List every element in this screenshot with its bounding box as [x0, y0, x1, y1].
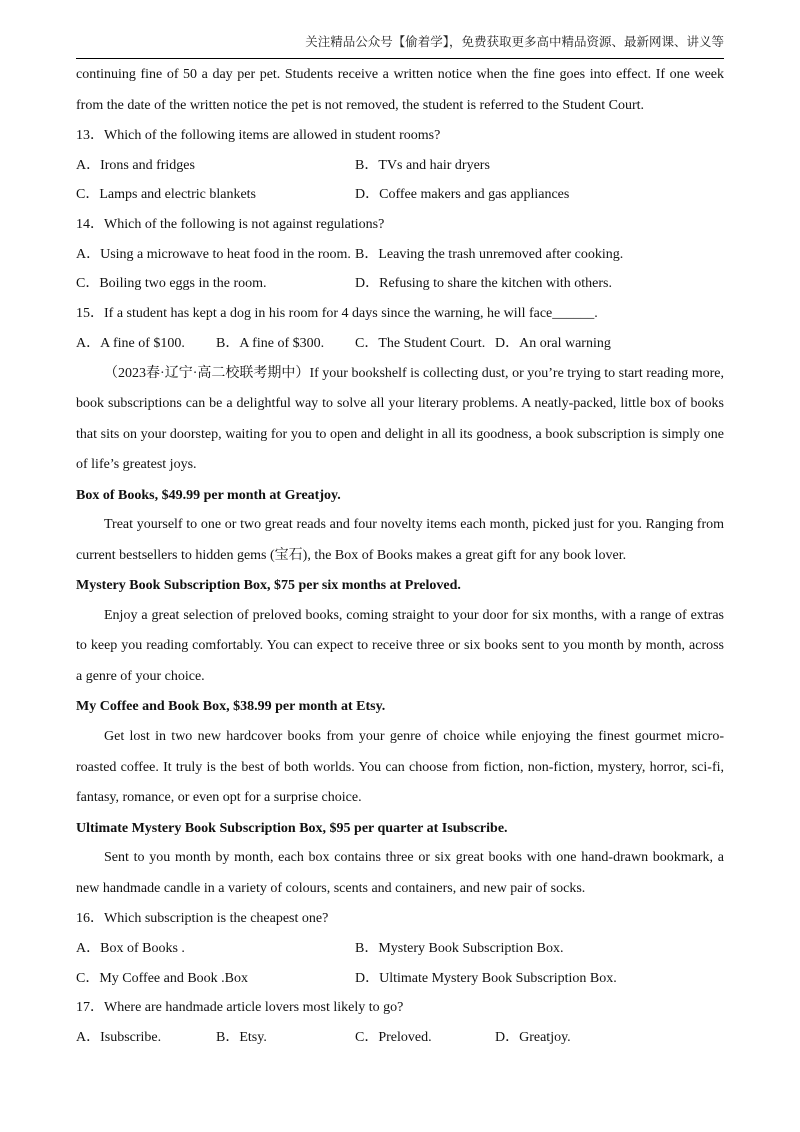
q15-stem: 15．If a student has kept a dog in his room for 4 days since the warning, he will face______. — [76, 306, 598, 322]
q14-options-row1 — [76, 240, 724, 270]
q15-option-b: B．A fine of $300. — [216, 335, 325, 351]
q13-option-c: C．Lamps and electric blankets — [76, 187, 256, 203]
q16-option-c: C．My Coffee and Book .Box — [76, 970, 249, 986]
q13-option-d: D．Coffee makers and gas appliances — [355, 187, 570, 203]
q13-options-row1 — [76, 151, 724, 181]
q16-options-row1 — [76, 934, 724, 964]
header-rule — [76, 58, 724, 59]
q16-option-a: A．Box of Books . — [76, 940, 185, 956]
q13-options-row2 — [76, 180, 724, 210]
passage-paragraph-2: Enjoy a great selection of preloved books, coming straight to your door for six months, with a range of extras to keep you reading comfortably. You can expect to receive three or six books sent to you month by month, across a genre of your choice. — [76, 607, 724, 684]
q13-option-a: A．Irons and fridges — [76, 157, 195, 173]
q14-option-b: B．Leaving the trash unremoved after cooking. — [355, 246, 624, 262]
q17-stem: 17．Where are handmade article lovers most likely to go? — [76, 1000, 404, 1016]
q13-stem: 13．Which of the following items are allowed in student rooms? — [76, 128, 441, 143]
q17-option-c: C．Preloved. — [355, 1030, 432, 1045]
q14-option-a: A．Using a microwave to heat food in the room. — [76, 246, 351, 262]
q15-options-row — [76, 329, 724, 359]
q15-option-d: D．An oral warning — [495, 335, 611, 351]
passage-paragraph-4: Sent to you month by month, each box contains three or six great books with one hand-drawn bookmark, a new handmade candle in a variety of colours, scents and containers, and new pair of socks. — [76, 850, 724, 896]
passage-intro: （2023春·辽宁·高二校联考期中）If your bookshelf is collecting dust, or you’re trying to start reading more, book subscriptions can be a delightful way to solve all your literary problems. A neatly-packed, little box of books that sits on your doorstep, waiting for you to open and delight in all its goodness, a book subscription is simply one of life’s greatest joys. — [76, 365, 724, 472]
q17-option-b: B．Etsy. — [216, 1030, 267, 1045]
q16-stem: 16．Which subscription is the cheapest one? — [76, 911, 329, 927]
passage-heading-2: Mystery Book Subscription Box, $75 per six months at Preloved. — [76, 578, 461, 594]
q14-stem: 14．Which of the following is not against regulations? — [76, 217, 385, 233]
q17-option-d: D．Greatjoy. — [495, 1030, 571, 1045]
q16-options-row2 — [76, 964, 724, 994]
page-header-note: 关注精品公众号【偷着学】，免费获取更多高中精品资源、最新网课、讲义等 — [305, 34, 724, 49]
q14-options-row2 — [76, 269, 724, 299]
q13-option-b: B．TVs and hair dryers — [355, 157, 490, 173]
intro-text: continuing fine of 50 a day per pet. Students receive a written notice when the fine goes into effect. If one week from the date of the written notice the pet is not removed, the student is referred to the Student Court. — [76, 67, 724, 113]
passage-heading-3: My Coffee and Book Box, $38.99 per month at Etsy. — [76, 699, 386, 715]
document-body — [76, 60, 724, 1053]
passage-paragraph-1: Treat yourself to one or two great reads and four novelty items each month, picked just for you. Ranging from current bestsellers to hidden gems (宝石), the Box of Books makes a great gift for any book lover. — [76, 517, 724, 563]
passage-paragraph-3: Get lost in two new hardcover books from your genre of choice while enjoying the finest gourmet micro-roasted coffee. It truly is the best of both worlds. You can choose from fiction, non-fiction, mystery, horror, sci-fi, fantasy, romance, or even opt for a surprise choice. — [76, 729, 724, 806]
q15-option-c: C．The Student Court. — [355, 335, 486, 351]
q15-option-a: A．A fine of $100. — [76, 335, 185, 351]
passage-heading-4: Ultimate Mystery Book Subscription Box, $95 per quarter at Isubscribe. — [76, 820, 508, 836]
q16-option-d: D．Ultimate Mystery Book Subscription Box. — [355, 970, 617, 986]
q14-option-d: D．Refusing to share the kitchen with others. — [355, 276, 613, 292]
q17-option-a: A．Isubscribe. — [76, 1030, 162, 1045]
q14-option-c: C．Boiling two eggs in the room. — [76, 276, 267, 292]
passage-heading-1: Box of Books, $49.99 per month at Greatjoy. — [76, 487, 341, 503]
q17-options-row — [76, 1023, 724, 1053]
q16-option-b: B．Mystery Book Subscription Box. — [355, 940, 564, 956]
